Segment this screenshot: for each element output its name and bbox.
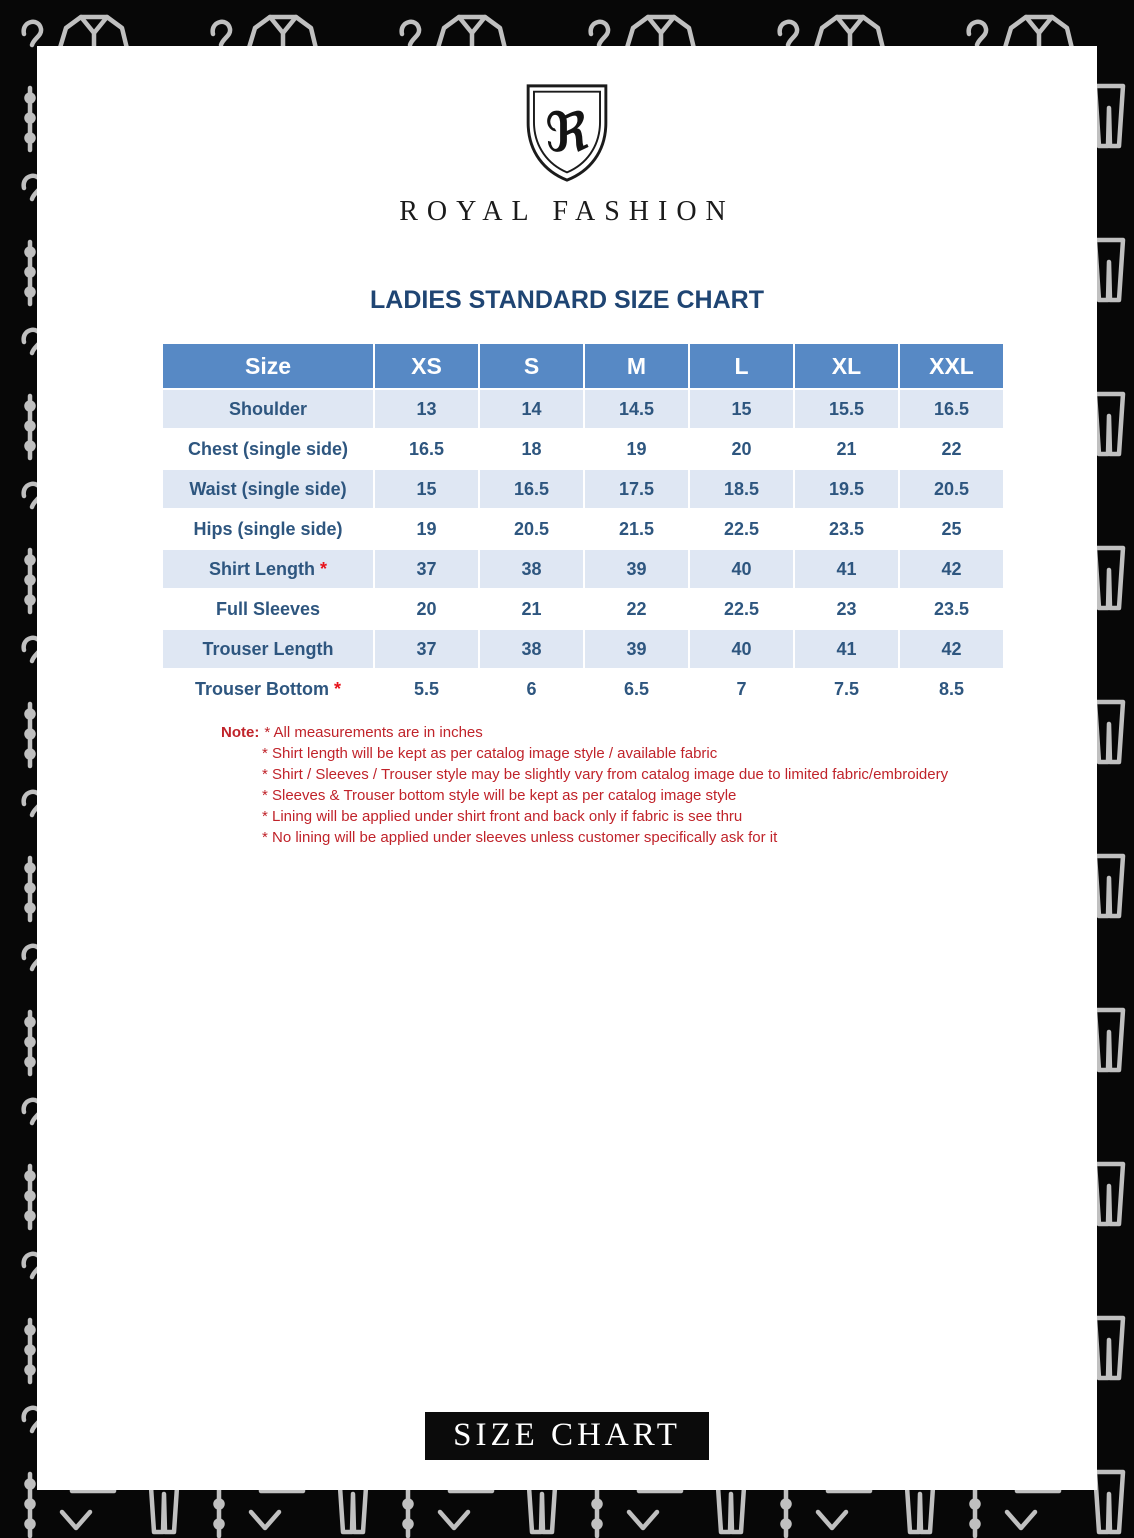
document-page	[37, 46, 1097, 1490]
size-value-cell: 14	[480, 390, 583, 428]
size-value-cell: 25	[900, 510, 1003, 548]
size-value-cell: 19	[585, 430, 688, 468]
size-value-cell: 20	[690, 430, 793, 468]
size-value-cell: 38	[480, 630, 583, 668]
size-value-cell: 6.5	[585, 670, 688, 708]
note-line: * No lining will be applied under sleeves unless customer specifically ask for it	[262, 829, 778, 846]
size-value-cell: 39	[585, 630, 688, 668]
size-value-cell: 40	[690, 630, 793, 668]
size-value-cell: 5.5	[375, 670, 478, 708]
size-value-cell: 40	[690, 550, 793, 588]
size-value-cell: 18.5	[690, 470, 793, 508]
size-value-cell: 14.5	[585, 390, 688, 428]
brand-name: ROYAL FASHION	[399, 196, 735, 227]
size-value-cell: 21	[795, 430, 898, 468]
size-value-cell: 8.5	[900, 670, 1003, 708]
size-value-cell: 23.5	[900, 590, 1003, 628]
brand-logo	[37, 82, 1097, 228]
row-label: Trouser Bottom *	[163, 670, 373, 708]
row-label: Trouser Length	[163, 630, 373, 668]
size-value-cell: 37	[375, 630, 478, 668]
size-value-cell: 15	[690, 390, 793, 428]
size-table-body	[163, 390, 1003, 708]
row-label: Full Sleeves	[163, 590, 373, 628]
column-header-size: Size	[163, 344, 373, 388]
row-label: Waist (single side)	[163, 470, 373, 508]
table-row	[163, 590, 1003, 628]
asterisk-marker: *	[314, 558, 327, 579]
note-text: * All measurements are in inches	[264, 724, 483, 741]
table-row	[163, 430, 1003, 468]
row-label: Shirt Length *	[163, 550, 373, 588]
column-header-xs: XS	[375, 344, 478, 388]
size-value-cell: 15.5	[795, 390, 898, 428]
size-value-cell: 37	[375, 550, 478, 588]
size-value-cell: 19	[375, 510, 478, 548]
monogram-letter: ℜ	[544, 100, 590, 164]
page-title: LADIES STANDARD SIZE CHART	[370, 286, 764, 314]
notes-block	[221, 722, 948, 848]
size-value-cell: 42	[900, 630, 1003, 668]
size-value-cell: 23	[795, 590, 898, 628]
table-row	[163, 390, 1003, 428]
size-value-cell: 18	[480, 430, 583, 468]
size-value-cell: 16.5	[900, 390, 1003, 428]
table-row	[163, 630, 1003, 668]
column-header-xl: XL	[795, 344, 898, 388]
size-table	[161, 342, 1005, 710]
table-row	[163, 550, 1003, 588]
size-value-cell: 16.5	[480, 470, 583, 508]
column-header-m: M	[585, 344, 688, 388]
size-value-cell: 16.5	[375, 430, 478, 468]
size-value-cell: 20.5	[900, 470, 1003, 508]
size-value-cell: 21.5	[585, 510, 688, 548]
size-value-cell: 22	[585, 590, 688, 628]
size-value-cell: 20.5	[480, 510, 583, 548]
table-row	[163, 670, 1003, 708]
size-value-cell: 22.5	[690, 590, 793, 628]
note-line	[221, 722, 948, 743]
size-value-cell: 7	[690, 670, 793, 708]
size-chart-banner: SIZE CHART	[425, 1412, 709, 1460]
size-value-cell: 39	[585, 550, 688, 588]
size-value-cell: 17.5	[585, 470, 688, 508]
row-label: Hips (single side)	[163, 510, 373, 548]
size-value-cell: 15	[375, 470, 478, 508]
size-value-cell: 41	[795, 550, 898, 588]
size-value-cell: 41	[795, 630, 898, 668]
note-label: Note:	[221, 724, 260, 741]
size-value-cell: 22	[900, 430, 1003, 468]
asterisk-marker: *	[329, 678, 342, 699]
row-label: Shoulder	[163, 390, 373, 428]
column-header-l: L	[690, 344, 793, 388]
table-header-row	[163, 344, 1003, 388]
note-line: * Lining will be applied under shirt front and back only if fabric is see thru	[262, 808, 743, 825]
size-value-cell: 23.5	[795, 510, 898, 548]
size-value-cell: 22.5	[690, 510, 793, 548]
size-value-cell: 7.5	[795, 670, 898, 708]
size-value-cell: 38	[480, 550, 583, 588]
size-value-cell: 19.5	[795, 470, 898, 508]
size-value-cell: 21	[480, 590, 583, 628]
footer-banner-wrap	[37, 1412, 1097, 1460]
note-line: * Shirt length will be kept as per catalog image style / available fabric	[262, 745, 718, 762]
shield-monogram-icon	[523, 82, 611, 184]
column-header-s: S	[480, 344, 583, 388]
table-row	[163, 470, 1003, 508]
size-value-cell: 13	[375, 390, 478, 428]
table-row	[163, 510, 1003, 548]
row-label: Chest (single side)	[163, 430, 373, 468]
size-value-cell: 6	[480, 670, 583, 708]
size-value-cell: 42	[900, 550, 1003, 588]
size-value-cell: 20	[375, 590, 478, 628]
note-line: * Shirt / Sleeves / Trouser style may be slightly vary from catalog image due to limited fabric/embroidery	[262, 766, 949, 783]
column-header-xxl: XXL	[900, 344, 1003, 388]
note-line: * Sleeves & Trouser bottom style will be kept as per catalog image style	[262, 787, 737, 804]
